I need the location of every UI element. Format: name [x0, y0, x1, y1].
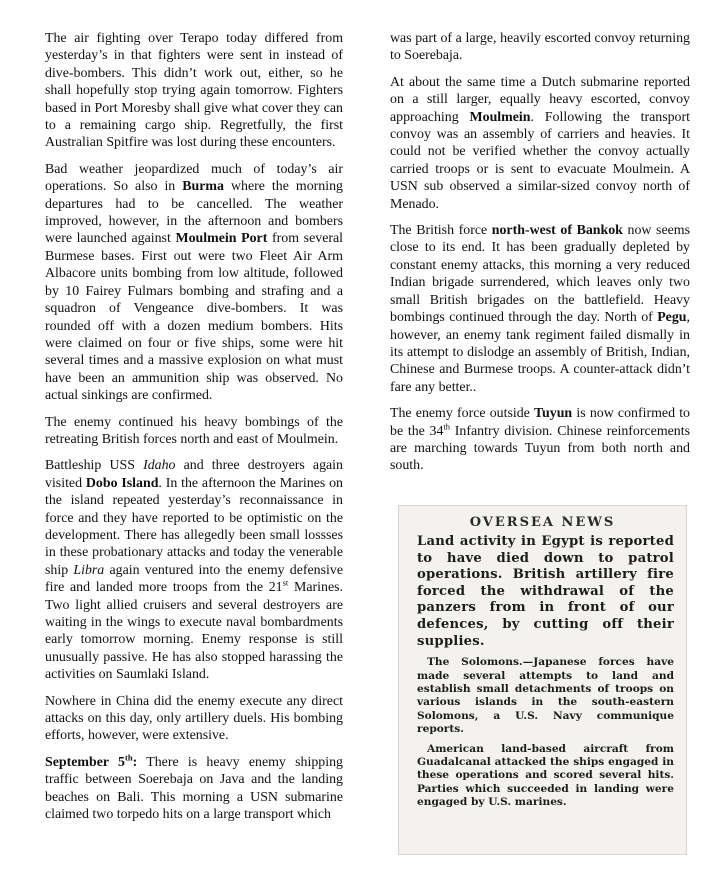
clipping-lead: Land activity in Egypt is reported to have died down to patrol operations. British artillery fire forced the withdrawal of the panzers from in front of our defences, by cutting off their supplies. — [417, 534, 674, 649]
paragraph-text: The enemy continued his heavy bombings of the retreating British forces north and east of Moulmein. — [45, 414, 343, 447]
superscript: st — [282, 577, 289, 588]
text-run: . In the afternoon the Marines on the island repeated yesterday’s reconnaissance in force and they have reported to be optimistic on the development. There has allegedly been small lossses in these probationary attacks and today the venerable ship — [45, 475, 344, 578]
left-column — [45, 30, 343, 832]
text-run: Infantry division. Chinese reinforcements are marching towards Tuyun from both north and south. — [390, 423, 691, 474]
text-run: At about the same time a Dutch submarine reported on a still larger, equally heavy escorted, convoy approaching — [390, 74, 690, 125]
paragraph-text: was part of a large, heavily escorted convoy returning to Soerebaja. — [390, 31, 690, 64]
date-colon: : — [132, 754, 138, 770]
clipping-headline: OVERSEA NEWS — [469, 515, 616, 530]
text-run: There is heavy enemy shipping traffic between Soerebaja on Java and the landing beaches on Bali. This morning a USN submarine claimed two torpedo hits on a large transport which — [45, 754, 343, 823]
paragraph-dutch-submarine — [390, 74, 690, 213]
text-run: and three destroyers again visited — [45, 458, 343, 491]
text-run: Battleship USS — [45, 458, 144, 474]
keyword-tuyun: Tuyun — [534, 406, 573, 422]
keyword-north-west-of-bankok: north-west of Bankok — [491, 223, 623, 239]
paragraph-text: The air fighting over Terapo today differed from yesterday’s in that fighters were sent in instead of dive-bombers. This didn’t work out, either, so he shall hopefully stop trying again tomorrow. Fighters based in Port Moresby shall give what cover they can to a remaining cargo ship. Regretfully, the first Australian Spitfire was lost during these encounters. — [45, 31, 343, 151]
paragraph-september-5 — [45, 754, 343, 824]
superscript: th — [443, 420, 451, 431]
clipping-section-head: The Solomons. — [427, 656, 523, 669]
clipping-section-text: American land-based aircraft from Guadalcanal attacked the ships engaged in these operations and scored several hits. Parties which succeeded in landing were engaged by U.S. marines. — [417, 742, 674, 809]
clipping-section-text: —Japanese forces have made several attempts to land and establish small detachments of troops on various islands in the south-eastern Solomons, a U.S. Navy communique reports. — [417, 656, 674, 736]
text-run: now seems close to its end. It has been gradually depleted by constant enemy attacks, this morning a very reduced Indian brigade surrendered, which leaves only two small British brigades on the battlefield. Heavy bombings continued through the day. North of — [390, 223, 690, 326]
paragraph-terapo — [45, 30, 343, 152]
paragraph-enemy-bombings — [45, 414, 343, 449]
keyword-burma: Burma — [182, 179, 224, 195]
date-text: September 5 — [45, 754, 125, 770]
text-run: where the morning departures had to be cancelled. The weather improved, however, in the afternoon and bombers were launched against — [45, 179, 343, 247]
text-run: Bad weather jeopardized much of today’s air operations. So also in — [45, 161, 343, 195]
keyword-dobo-island: Dobo Island — [85, 475, 159, 491]
text-run: . Following the transport convoy was an assembly of carriers and heavies. It could not be verified whether the convoy actually carried troops or is sent to evacuate Moulmein. A USN sub observed a similar-sized convoy north of Menado. — [390, 109, 690, 212]
clipping-solomons — [399, 656, 686, 736]
keyword-moulmein-port: Moulmein Port — [175, 231, 268, 247]
keyword-pegu: Pegu — [657, 310, 687, 326]
text-run: again ventured into the enemy defensive fire and landed more troops from the 21 — [45, 562, 343, 596]
superscript: th — [125, 752, 133, 763]
paragraph-dobo-island — [45, 457, 343, 683]
keyword-moulmein: Moulmein — [469, 109, 531, 125]
paragraph-tuyun — [390, 405, 690, 475]
paragraph-convoy-continued — [390, 30, 690, 65]
right-column — [390, 30, 690, 484]
text-run: , however, an enemy tank regiment failed dismally in its attempt to dislodge an assembly of British, Indian, Chinese and Burmese troops. A counter-attack didn’t fare any better.. — [390, 310, 690, 395]
ship-name-idaho: Idaho — [143, 458, 176, 474]
text-run: is now confirmed to be the 34 — [390, 406, 691, 439]
text-run: The enemy force outside — [390, 406, 535, 422]
paragraph-china — [45, 693, 343, 745]
text-run: Marines. Two light allied cruisers and several destroyers are waiting in the wings to execute naval bombardments early tomorrow morning. Enemy response is still unusually passive. He has also stopped harassing the activities on Saumlaki Island. — [45, 580, 344, 683]
ship-name-libra: Libra — [73, 562, 105, 578]
paragraph-burma — [45, 161, 343, 405]
paragraph-bankok — [390, 222, 690, 396]
text-run: from several Burmese bases. First out were two Fleet Air Arm Albacore units bombing from low altitude, followed by 10 Fairey Fulmars bombing and strafing and a squadron of Vengeance dive-bombers. It was rounded off with a dozen medium bombers. Hits were claimed on four or five ships, some were hit several times and a massive explosion on what must have been an ammunition ship was observed. No actual sinkings are confirmed. — [45, 231, 344, 404]
text-run: The British force — [390, 223, 492, 239]
newspaper-clipping — [398, 505, 687, 855]
clipping-guadalcanal — [399, 743, 686, 810]
date-heading — [45, 752, 138, 770]
paragraph-text: Nowhere in China did the enemy execute any direct attacks on this day, only artillery duels. His bombing efforts, however, were extensive. — [45, 693, 343, 744]
